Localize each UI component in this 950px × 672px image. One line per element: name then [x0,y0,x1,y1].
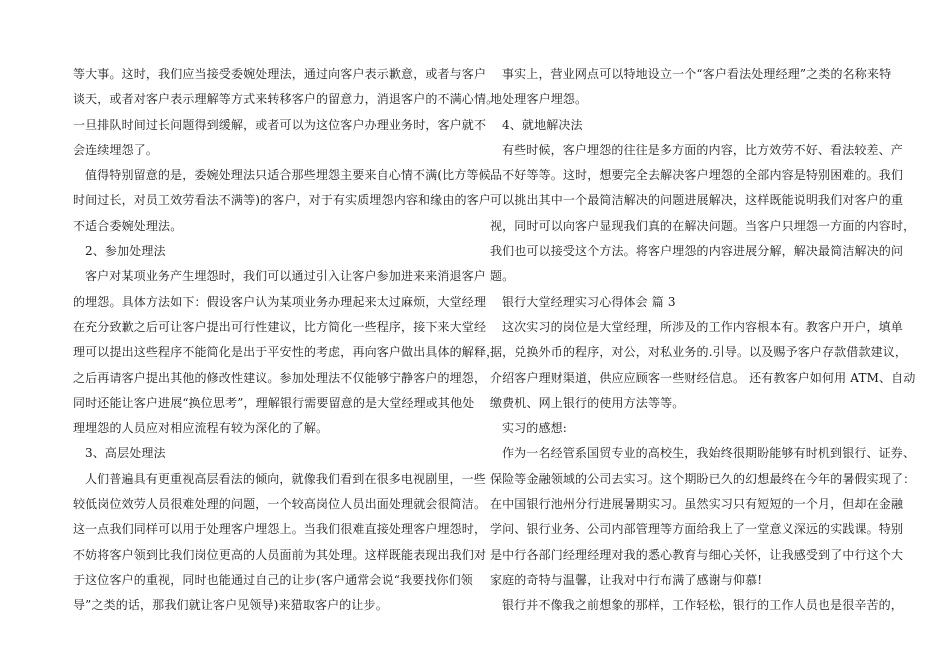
text-line: 地处理客户埋怨。 [490,92,588,107]
text-line: 据，兑换外币的程序，对公，对私业务的.引导。以及赐予客户存款借款建议， [490,345,908,360]
text-line: 银行并不像我之前想象的那样，工作轻松，银行的工作人员也是很辛苦的， [502,598,903,613]
text-line: 这一点我们同样可以用于处理客户埋怨上。当我们很难直接处理客户埋怨时， [73,522,487,537]
text-line: 4、就地解决法 [502,117,583,132]
text-line: 可以挑出其中一个最简洁解决的问题进展解决，这样既能说明我们对客户的重 [490,193,904,208]
text-line: 题。 [490,269,515,284]
text-line: 同时还能让客户进展“换位思考”，理解银行需要留意的是大堂经理或其他处 [73,395,475,410]
text-line: 作为一名经管系国贸专业的高校生，我始终很期盼能够有时机到银行、证券、 [502,446,916,461]
left-column [73,62,499,619]
text-line: 家庭的奇特与温馨，让我对中行布满了感谢与仰慕! [490,572,763,587]
text-line: 于这位客户的重视，同时也能通过自己的让步(客户通常会说“我要找你们领 [73,572,473,587]
text-line: 我们也可以接受这个方法。将客户埋怨的内容进展分解，解决最简洁解决的问 [490,244,904,259]
text-line: 会连续埋怨了。 [73,142,159,157]
text-line: 客户对某项业务产生埋怨时，我们可以通过引入让客户参加进来来消退客户 [85,269,486,284]
text-line: 有些时候，客户埋怨的往往是多方面的内容，比方效劳不好、看法较差、产 [502,142,903,157]
text-line: 保险等金融领域的公司去实习。这个期盼已久的幻想最终在今年的暑假实现了： [490,471,916,486]
text-line: 值得特别留意的是，委婉处理法只适合那些埋怨主要来自心情不满(比方等候 [85,168,491,183]
text-line: 银行大堂经理实习心得体会 篇 3 [502,294,676,309]
text-line: 学问、银行业务、公司内部管理等方面给我上了一堂意义深远的实践课。特别 [490,522,904,537]
right-column [490,62,916,619]
text-line: 较低岗位效劳人员很难处理的问题，一个较高岗位人员出面处理就会很简洁。 [73,497,487,512]
text-line: 在充分致歉之后可让客户提出可行性建议，比方简化一些程序，接下来大堂经 [73,319,487,334]
text-line: 理可以提出这些程序不能简化是出于平安性的考虑，再向客户做出具体的解释， [73,345,499,360]
text-line: 时间过长，对员工效劳看法不满等)的客户，对于有实质埋怨内容和缘由的客户 [73,193,491,208]
text-line: 不妨将客户领到比我们岗位更高的人员面前为其处理。这样既能表现出我们对 [73,547,487,562]
text-line: 品不好等等。这时，想要完全去解决客户埋怨的全部内容是特别困难的。我们 [490,168,904,183]
text-line: 理埋怨的人员应对相应流程有较为深化的了解。 [73,421,329,436]
text-line: 是中行各部门经理经理对我的悉心教育与细心关怀，让我感受到了中行这个大 [490,547,904,562]
text-line: 视，同时可以向客户显现我们真的在解决问题。当客户只埋怨一方面的内容时， [490,218,916,233]
text-line: 实习的感想: [502,421,567,436]
text-line: 人们普遍具有更重视高层看法的倾向，就像我们看到在很多电视剧里，一些 [85,471,486,486]
text-line: 等大事。这时，我们应当接受委婉处理法，通过向客户表示歉意，或者与客户 [73,67,487,81]
text-line: 在中国银行池州分行进展暑期实习。虽然实习只有短短的一个月，但却在金融 [490,497,904,512]
text-line: 不适合委婉处理法。 [73,218,183,233]
text-line: 事实上，营业网点可以特地设立一个“客户看法处理经理”之类的名称来特 [502,67,892,81]
text-line: 缴费机、网上银行的使用方法等等。 [490,395,685,410]
text-line: 的埋怨。具体方法如下：假设客户认为某项业务办理起来太过麻烦，大堂经理 [73,294,487,309]
text-line: 谈天，或者对客户表示理解等方式来转移客户的留意力，消退客户的不满心情。 [73,92,499,107]
text-line: 3、高层处理法 [85,446,166,461]
text-line: 这次实习的岗位是大堂经理，所涉及的工作内容根本有。教客户开户，填单 [502,319,903,334]
text-line: 介绍客户理财渠道，供应应顾客一些财经信息。 还有教客户如何用 ATM、自动 [490,370,916,385]
text-line: 之后再请客户提出其他的修改性建议。参加处理法不仅能够宁静客户的埋怨， [73,370,487,385]
text-line: 一旦排队时间过长问题得到缓解，或者可以为这位客户办理业务时，客户就不 [73,117,487,132]
text-line: 导”之类的话，那我们就让客户见领导)来猎取客户的让步。 [73,598,388,613]
text-line: 2、参加处理法 [85,244,166,259]
